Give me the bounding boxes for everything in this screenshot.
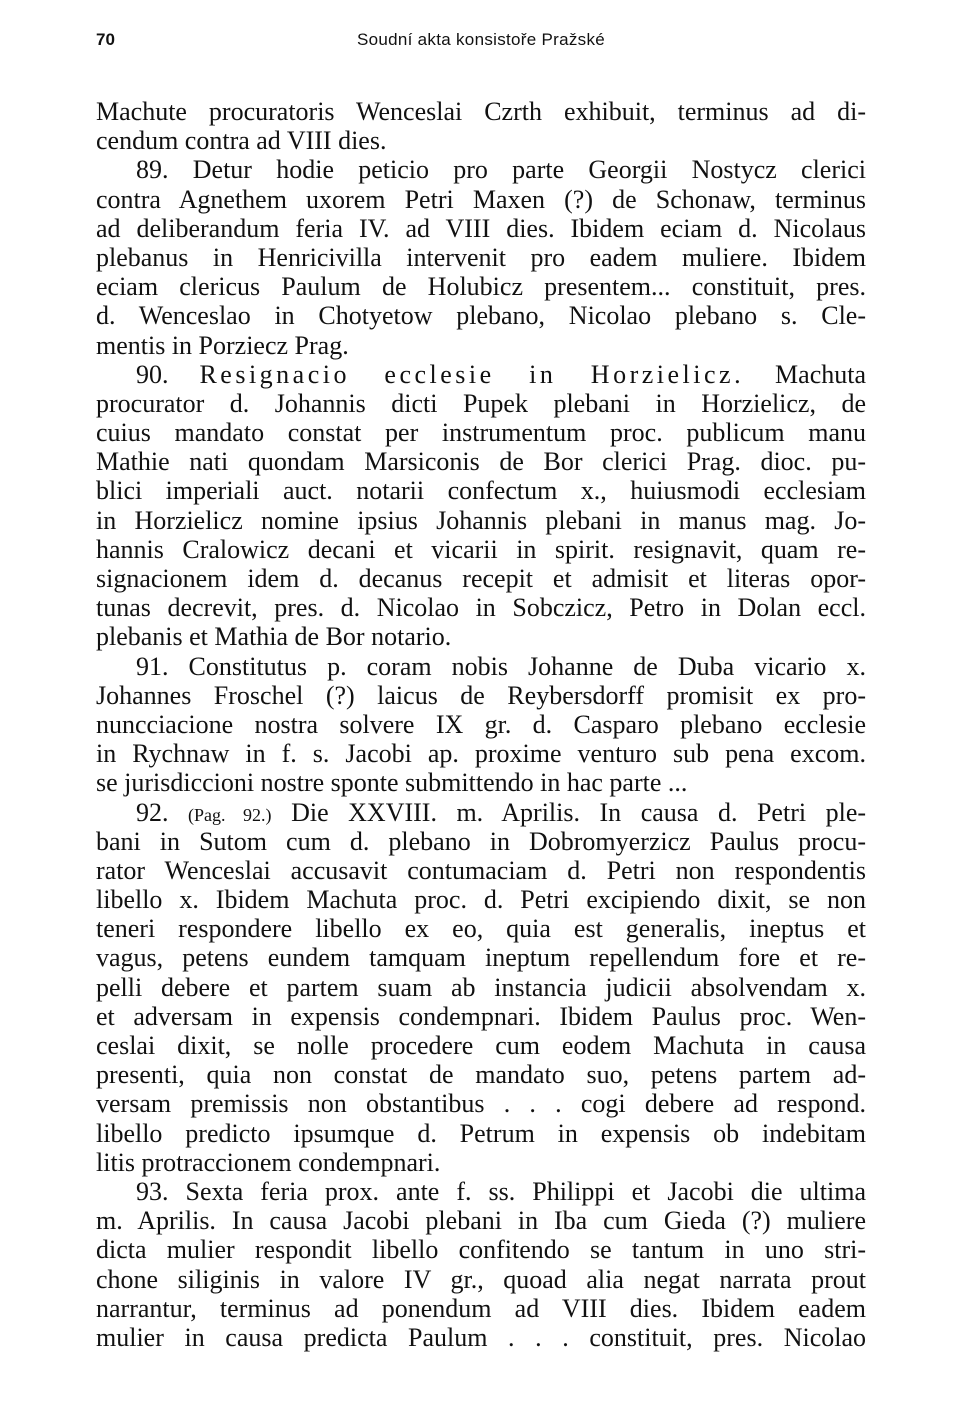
text-line: Johannes Froschel (?) laicus de Reybersdorff promisit ex pro-: [96, 680, 866, 710]
text-line: nuncciacione nostra solvere IX gr. d. Casparo plebano ecclesie: [96, 709, 866, 739]
entry-number: 92.: [136, 797, 169, 827]
text-line: bani in Sutom cum d. plebano in Dobromyerzicz Paulus procu-: [96, 826, 866, 856]
text-line: narrantur, terminus ad ponendum ad VIII dies. Ibidem eadem: [96, 1293, 866, 1323]
entry-91-start: 91. Constitutus p. coram nobis Johanne de Duba vicario x.: [136, 651, 866, 681]
page-header: [96, 30, 866, 58]
text-fragment: Die XXVIII. m. Aprilis. In causa d. Petri ple-: [291, 797, 867, 827]
text-line: se jurisdiccioni nostre sponte submittendo in hac parte ...: [96, 768, 688, 798]
text-line: plebanus in Henricivilla intervenit pro eadem muliere. Ibidem: [96, 242, 866, 272]
text-line: chone siliginis in valore IV gr., quoad alia negat narrata prout: [96, 1264, 866, 1294]
text-line: tunas decrevit, pres. d. Nicolao in Sobczicz, Petro in Dolan eccl.: [96, 593, 866, 623]
entry-number: 90.: [136, 359, 169, 389]
text-line: teneri respondere libello ex eo, quia est generalis, ineptus et: [96, 914, 866, 944]
text-line: Mathie nati quondam Marsiconis de Bor clerici Prag. dioc. pu-: [96, 447, 866, 477]
text-line: eciam clericus Paulum de Holubicz presentem... constituit, pres.: [96, 272, 866, 302]
text-line: hannis Cralowicz decani et vicarii in spirit. resignavit, quam re-: [96, 534, 866, 564]
text-line: m. Aprilis. In causa Jacobi plebani in Iba cum Gieda (?) muliere: [96, 1206, 866, 1236]
page-number: 70: [96, 30, 115, 49]
text-line: dicta mulier respondit libello confitendo se tantum in uno stri-: [96, 1235, 866, 1265]
text-line: contra Agnethem uxorem Petri Maxen (?) de Schonaw, terminus: [96, 184, 866, 214]
text-line: in Horzielicz nomine ipsius Johannis plebani in manus mag. Jo-: [96, 505, 866, 535]
entry-93-start: 93. Sexta feria prox. ante f. ss. Philippi et Jacobi die ultima: [136, 1176, 866, 1206]
text-line: procurator d. Johannis dicti Pupek plebani in Horzielicz, de: [96, 388, 866, 418]
running-title: Soudní akta konsistoře Pražské: [356, 30, 606, 49]
text-fragment: Machuta: [775, 359, 866, 389]
page-reference: (Pag. 92.): [188, 804, 272, 825]
text-line: signacionem idem d. decanus recepit et admisit et literas opor-: [96, 564, 866, 593]
text-line: libello x. Ibidem Machuta proc. d. Petri excipiendo dixit, se non: [96, 885, 866, 915]
text-line: cuius mandato constat per instrumentum proc. publicum manu: [96, 418, 866, 448]
entry-89-start: 89. Detur hodie peticio pro parte Georgii Nostycz clerici: [136, 155, 866, 185]
text-line: ad deliberandum feria IV. ad VIII dies. Ibidem eciam d. Nicolaus: [96, 213, 866, 243]
text-line: mulier in causa predicta Paulum . . . constituit, pres. Nicolao: [96, 1322, 866, 1352]
body-text: [96, 97, 866, 1352]
text-line: presenti, quia non constat de mandato suo, petens partem ad-: [96, 1060, 866, 1090]
entry-92-start: [96, 798, 866, 827]
text-line: vagus, petens eundem tamquam ineptum repellendum fore et re-: [96, 943, 866, 973]
text-line: ceslai dixit, se nolle procedere cum eodem Machuta in causa: [96, 1031, 866, 1060]
text-line: in Rychnaw in f. s. Jacobi ap. proxime venturo sub pena excom.: [96, 739, 866, 769]
text-line: versam premissis non obstantibus . . . cogi debere ad respond.: [96, 1089, 866, 1119]
entry-heading: Resignacio ecclesie in Horzielicz.: [199, 359, 745, 389]
text-line: Machute procuratoris Wenceslai Czrth exhibuit, terminus ad di-: [96, 97, 866, 126]
text-line: d. Wenceslao in Chotyetow plebano, Nicolao plebano s. Cle-: [96, 301, 866, 331]
text-line: libello predicto ipsumque d. Petrum in expensis ob indebitam: [96, 1118, 866, 1148]
text-line: litis protraccionem condempnari.: [96, 1147, 441, 1177]
text-line: plebanis et Mathia de Bor notario.: [96, 622, 452, 652]
text-line: blici imperiali auct. notarii confectum x., huiusmodi ecclesiam: [96, 476, 866, 506]
text-line: pelli debere et partem suam ab instancia judicii absolvendam x.: [96, 972, 866, 1002]
text-line: et adversam in expensis condempnari. Ibidem Paulus proc. Wen-: [96, 1001, 866, 1031]
text-line: cendum contra ad VIII dies.: [96, 126, 387, 156]
text-line: rator Wenceslai accusavit contumaciam d. Petri non respondentis: [96, 855, 866, 885]
entry-90-start: [96, 360, 866, 389]
text-line: mentis in Porziecz Prag.: [96, 330, 349, 360]
